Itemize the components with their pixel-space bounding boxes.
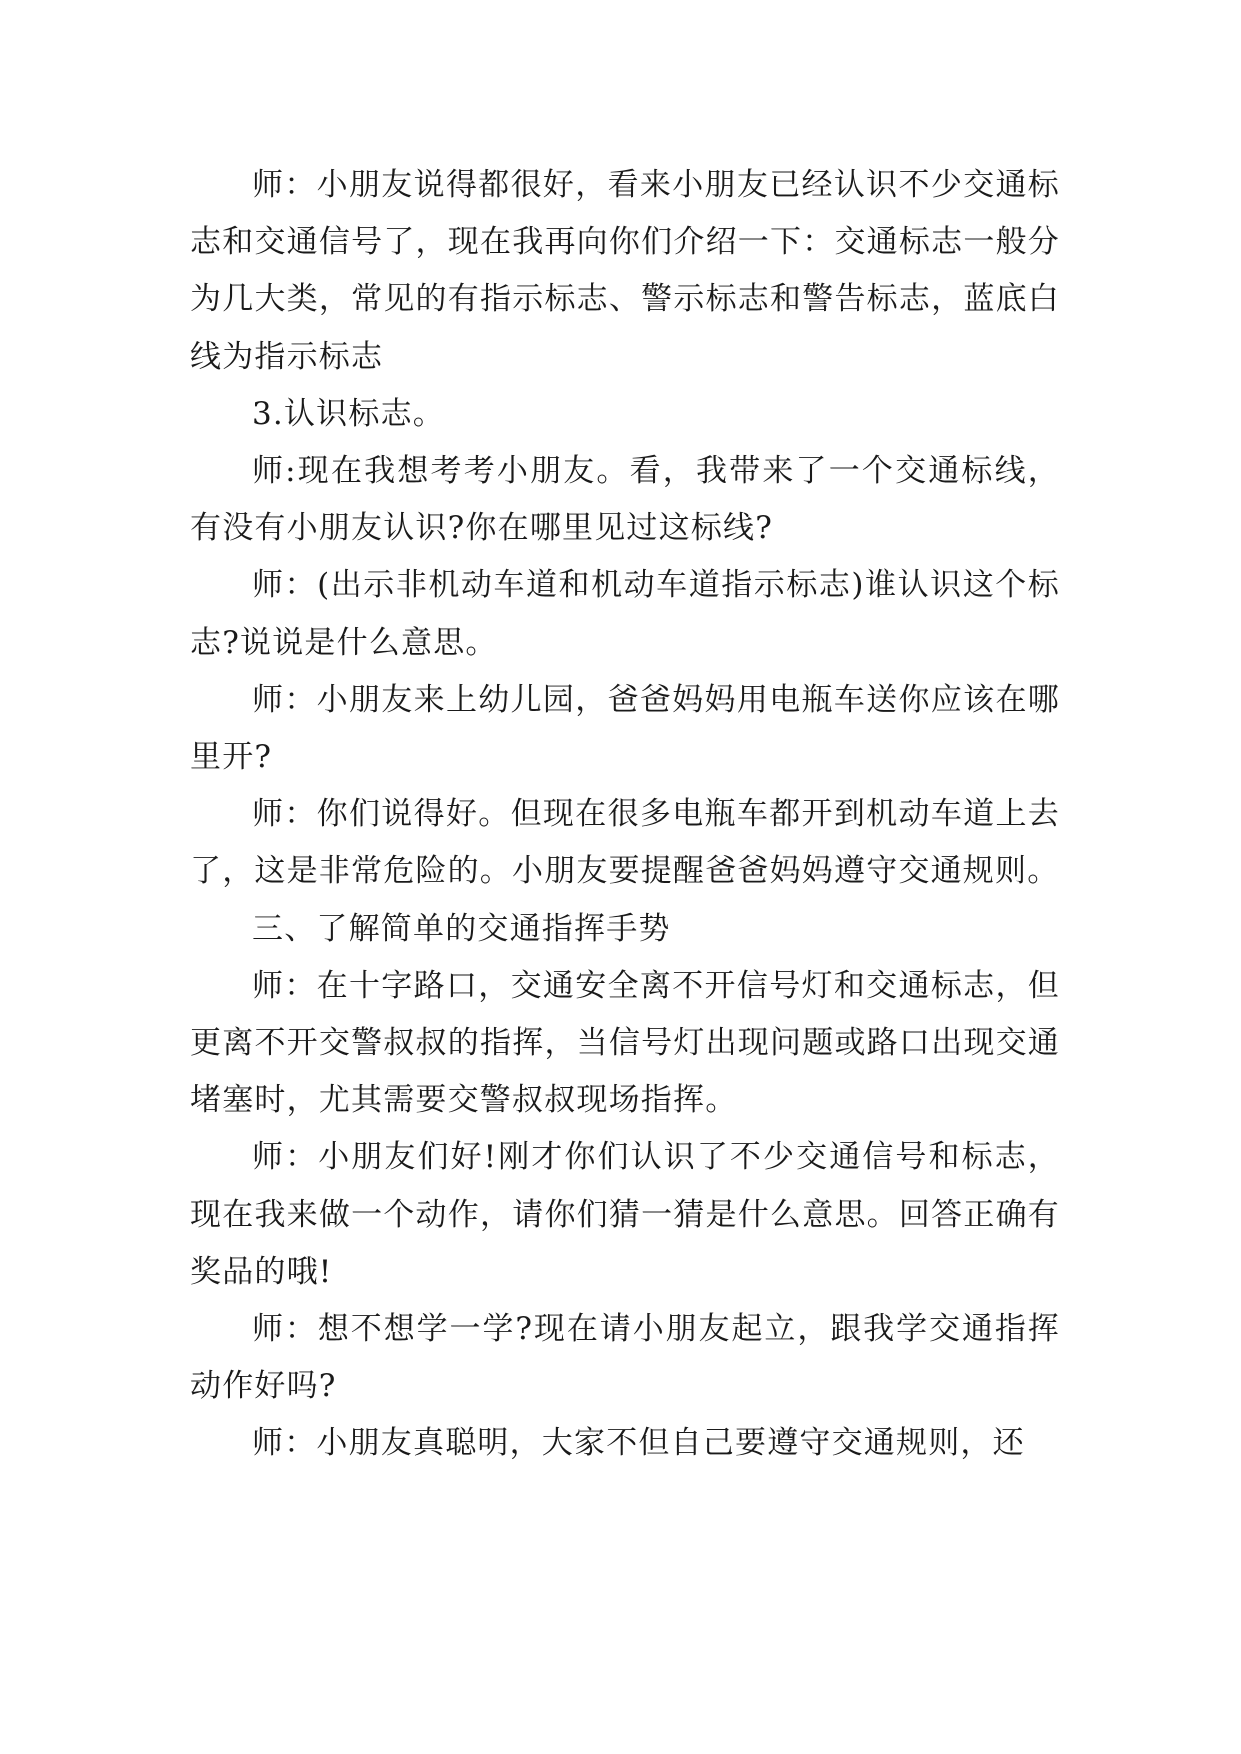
paragraph-closing: 师：小朋友真聪明，大家不但自己要遵守交通规则，还 [252, 1425, 1025, 1462]
paragraph-police-direction: 师：在十字路口，交通安全离不开信号灯和交通标志，但更离不开交警叔叔的指挥，当信号灯出现问题或路口出现交通堵塞时，尤其需要交警叔叔现场指挥。 [190, 967, 1060, 1119]
paragraph-learn-gestures: 师：想不想学一学?现在请小朋友起立，跟我学交通指挥动作好吗? [190, 1311, 1060, 1405]
paragraph-lane-sign-question: 师：(出示非机动车道和机动车道指示标志)谁认识这个标志?说说是什么意思。 [190, 567, 1060, 661]
document-body [190, 157, 1060, 1473]
paragraph-marking-question: 师:现在我想考考小朋友。看，我带来了一个交通标线，有没有小朋友认识?你在哪里见过这标线? [190, 453, 1060, 547]
paragraph-intro-signs: 师：小朋友说得都很好，看来小朋友已经认识不少交通标志和交通信号了，现在我再向你们介绍一下：交通标志一般分为几大类，常见的有指示标志、警示标志和警告标志，蓝底白线为指示标志 [190, 167, 1060, 375]
section-heading-recognize-signs: 3.认识标志。 [252, 395, 445, 432]
paragraph-ebike-question: 师：小朋友来上幼儿园，爸爸妈妈用电瓶车送你应该在哪里开? [190, 681, 1060, 776]
paragraph-danger-warning: 师：你们说得好。但现在很多电瓶车都开到机动车道上去了，这是非常危险的。小朋友要提醒爸爸妈妈遵守交通规则。 [190, 796, 1060, 890]
paragraph-guess-action: 师：小朋友们好!刚才你们认识了不少交通信号和标志，现在我来做一个动作，请你们猜一猜是什么意思。回答正确有奖品的哦! [190, 1139, 1060, 1290]
section-heading-hand-signals: 三、了解简单的交通指挥手势 [252, 910, 671, 947]
